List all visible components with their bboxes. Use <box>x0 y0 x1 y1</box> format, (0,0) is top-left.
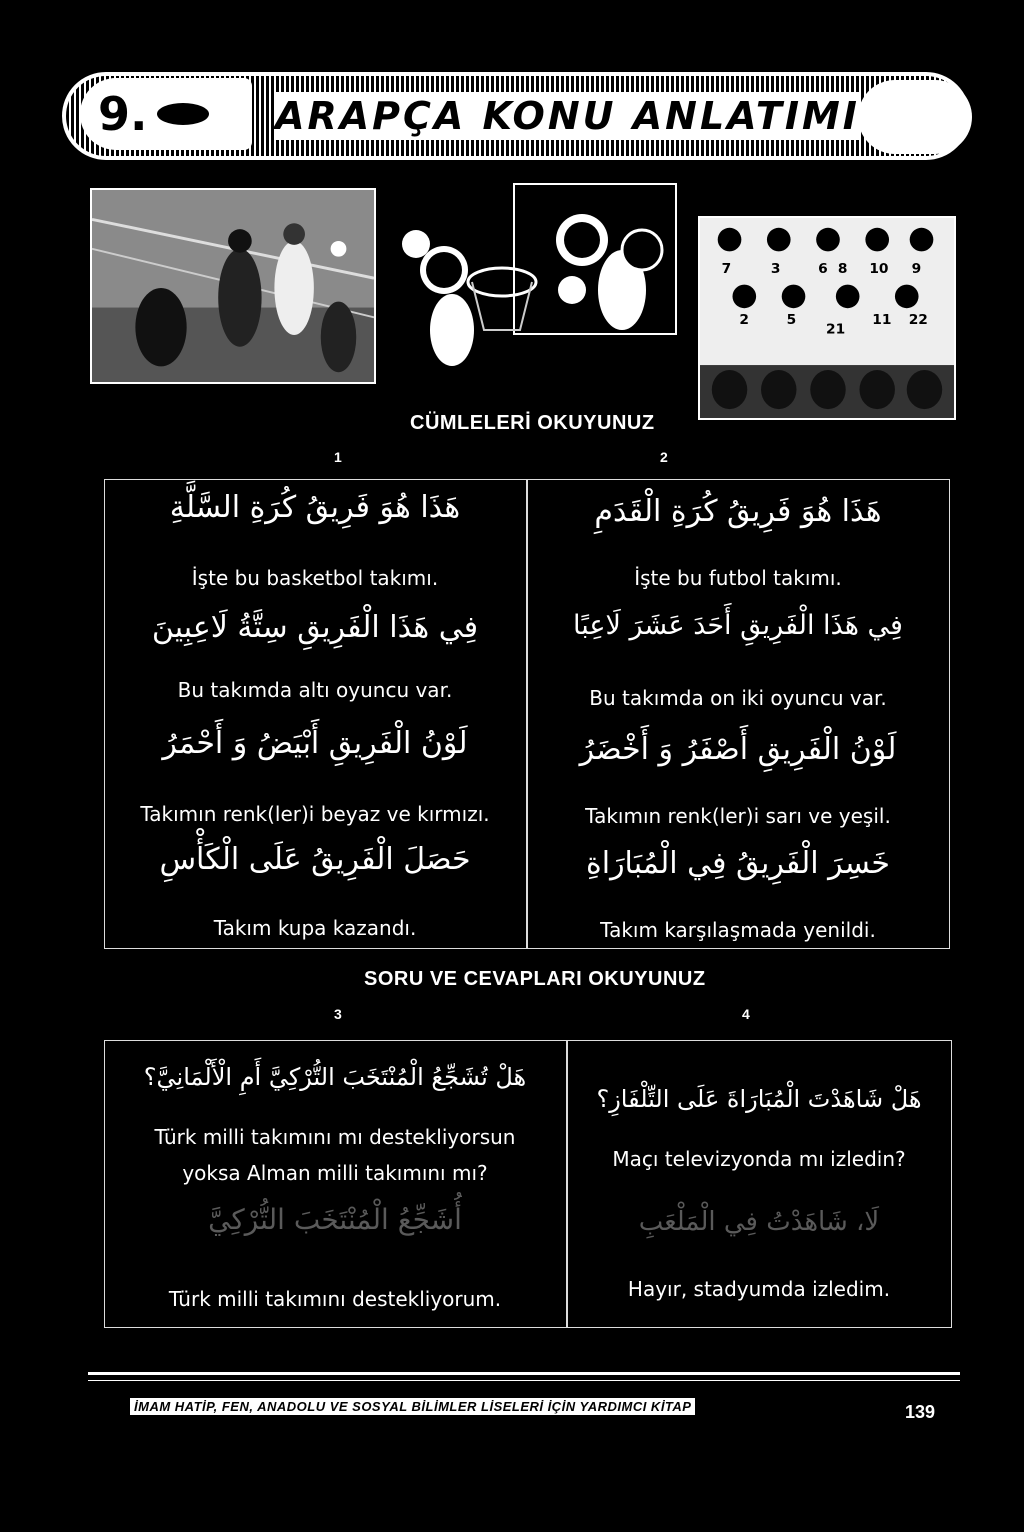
question-turkish-line2: yoksa Alman milli takımını mı? <box>182 1161 488 1185</box>
arabic-sentence: هَذَا هُوَ فَرِيقُ كُرَةِ السَّلَّةِ <box>169 490 461 525</box>
arabic-sentence: خَسِرَ الْفَرِيقُ فِي الْمُبَارَاةِ <box>586 846 890 881</box>
question-arabic: هَلْ شَاهَدْتَ الْمُبَارَاةَ عَلَى التِّلْفَازِ؟ <box>596 1085 922 1113</box>
arabic-sentence: حَصَلَ الْفَرِيقُ عَلَى الْكَأْسِ <box>159 842 471 877</box>
basketball-photo-image <box>92 190 374 382</box>
section2-heading: SORU VE CEVAPLARI OKUYUNUZ <box>364 968 706 990</box>
answer-arabic: أُشَجِّعُ الْمُنْتَخَبَ التُّرْكِيَّ <box>208 1203 462 1236</box>
answer-turkish: Hayır, stadyumda izledim. <box>627 1277 891 1301</box>
turkish-translation: Bu takımda on iki oyuncu var. <box>589 686 887 710</box>
arabic-sentence: فِي هَذَا الْفَرِيقِ أَحَدَ عَشَرَ لَاعِبًا <box>573 610 903 641</box>
unit-number: 9. <box>98 87 148 141</box>
turkish-translation: İşte bu futbol takımı. <box>634 566 842 590</box>
basketball-photo <box>90 188 376 384</box>
svg-text:3: 3 <box>770 260 781 277</box>
section2-left-marker: 3 <box>334 1006 342 1022</box>
footer-divider <box>88 1372 960 1375</box>
cartoon-basketball-image <box>392 180 680 376</box>
turkish-translation: Bu takımda altı oyuncu var. <box>177 678 453 702</box>
arabic-sentence: فِي هَذَا الْفَرِيقِ سِتَّةُ لَاعِبِينَ <box>151 610 479 645</box>
answer-turkish: Türk milli takımını destekliyorum. <box>168 1287 502 1311</box>
arabic-sentence: لَوْنُ الْفَرِيقِ أَصْفَرُ وَ أَخْضَرُ <box>579 732 897 767</box>
question-turkish-line1: Türk milli takımını mı destekliyorsun <box>154 1125 516 1149</box>
svg-text:10: 10 <box>869 260 889 277</box>
arabic-sentence: هَذَا هُوَ فَرِيقُ كُرَةِ الْقَدَمِ <box>594 494 882 529</box>
svg-text:22: 22 <box>908 311 928 328</box>
svg-text:11: 11 <box>872 311 892 328</box>
question-turkish: Maçı televizyonda mı izledin? <box>612 1147 906 1171</box>
arabic-sentence: لَوْنُ الْفَرِيقِ أَبْيَضُ وَ أَحْمَرُ <box>162 726 468 761</box>
ball-icon <box>153 99 213 129</box>
turkish-translation: Takım kupa kazandı. <box>213 916 417 940</box>
svg-text:7: 7 <box>721 260 732 277</box>
header-banner-end <box>858 80 972 154</box>
section1-right-marker: 2 <box>660 449 668 465</box>
cartoon-basketball-photo <box>392 180 680 376</box>
turkish-translation: Takım karşılaşmada yenildi. <box>600 918 876 942</box>
svg-text:6: 6 <box>818 260 828 277</box>
svg-text:8: 8 <box>837 260 848 277</box>
svg-text:9: 9 <box>911 260 922 277</box>
footer-divider-thin <box>88 1380 960 1381</box>
svg-text:2: 2 <box>739 311 749 328</box>
section2-right-marker: 4 <box>742 1006 750 1022</box>
answer-arabic: لَا، شَاهَدْتُ فِي الْمَلْعَبِ <box>638 1207 880 1237</box>
svg-text:5: 5 <box>786 311 797 328</box>
football-team-photo <box>698 216 956 420</box>
footer-book-title: İMAM HATİP, FEN, ANADOLU VE SOSYAL BİLİMLER LİSELERİ İÇİN YARDIMCI KİTAP <box>130 1398 695 1415</box>
turkish-translation: Takımın renk(ler)i beyaz ve kırmızı. <box>140 802 490 826</box>
section1-heading: CÜMLELERİ OKUYUNUZ <box>410 412 655 434</box>
page-title: ARAPÇA KONU ANLATIMI <box>275 94 860 138</box>
unit-badge <box>80 78 252 150</box>
svg-text:21: 21 <box>826 321 846 338</box>
question-arabic: هَلْ تُشَجِّعُ الْمُنْتَخَبَ التُّرْكِيَّ أَمِ الْأَلْمَانِيَّ؟ <box>143 1063 527 1091</box>
turkish-translation: Takımın renk(ler)i sarı ve yeşil. <box>585 804 891 828</box>
page-number: 139 <box>905 1402 936 1422</box>
football-team-image <box>700 218 954 418</box>
section1-left-marker: 1 <box>334 449 342 465</box>
turkish-translation: İşte bu basketbol takımı. <box>191 566 439 590</box>
